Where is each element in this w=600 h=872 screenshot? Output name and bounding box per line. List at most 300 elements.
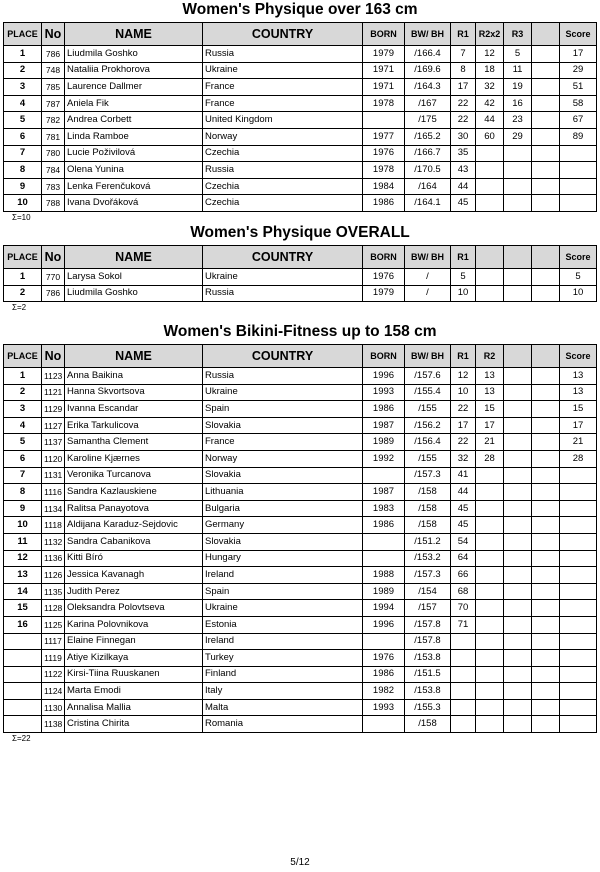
cell-r1: 32 bbox=[451, 450, 476, 467]
table-row bbox=[4, 128, 597, 145]
cell-extra bbox=[532, 467, 560, 484]
cell-country: Lithuania bbox=[203, 484, 363, 501]
cell-score: 13 bbox=[560, 384, 597, 401]
cell-born: 1994 bbox=[363, 600, 405, 617]
cell-score: 67 bbox=[560, 112, 597, 129]
cell-r1: 10 bbox=[451, 384, 476, 401]
table-row bbox=[4, 616, 597, 633]
cell-extra bbox=[532, 417, 560, 434]
table-row bbox=[4, 384, 597, 401]
cell-score bbox=[560, 517, 597, 534]
header-name: NAME bbox=[65, 345, 203, 368]
cell-score: 58 bbox=[560, 95, 597, 112]
cell-name: Laurence Dallmer bbox=[65, 79, 203, 96]
cell-place bbox=[4, 683, 42, 700]
cell-bw-bh: /164 bbox=[405, 178, 451, 195]
cell-extra bbox=[532, 62, 560, 79]
cell-r2: 15 bbox=[476, 401, 504, 418]
table-row bbox=[4, 699, 597, 716]
cell-r1: 45 bbox=[451, 517, 476, 534]
header-extra bbox=[532, 246, 560, 269]
cell-r3 bbox=[504, 384, 532, 401]
table-row bbox=[4, 145, 597, 162]
cell-bw-bh: /151.5 bbox=[405, 666, 451, 683]
cell-r3: 16 bbox=[504, 95, 532, 112]
cell-extra bbox=[532, 583, 560, 600]
cell-r1: 22 bbox=[451, 112, 476, 129]
cell-r2: 28 bbox=[476, 450, 504, 467]
cell-born: 1979 bbox=[363, 46, 405, 63]
cell-r2: 44 bbox=[476, 112, 504, 129]
header-score: Score bbox=[560, 23, 597, 46]
cell-born bbox=[363, 533, 405, 550]
header-r2 bbox=[476, 246, 504, 269]
cell-extra bbox=[532, 368, 560, 385]
cell-r1: 44 bbox=[451, 178, 476, 195]
cell-place: 2 bbox=[4, 62, 42, 79]
header-r1: R1 bbox=[451, 345, 476, 368]
cell-place: 1 bbox=[4, 269, 42, 286]
cell-place bbox=[4, 699, 42, 716]
cell-r2: 13 bbox=[476, 384, 504, 401]
table-header-row bbox=[4, 246, 597, 269]
cell-score: 5 bbox=[560, 269, 597, 286]
cell-score bbox=[560, 567, 597, 584]
cell-bw-bh: /153.8 bbox=[405, 683, 451, 700]
cell-r3 bbox=[504, 683, 532, 700]
cell-bw-bh: /153.2 bbox=[405, 550, 451, 567]
cell-bw-bh: /158 bbox=[405, 517, 451, 534]
table-row bbox=[4, 500, 597, 517]
cell-competitor-number: 1135 bbox=[42, 583, 65, 600]
cell-extra bbox=[532, 600, 560, 617]
cell-bw-bh: /151.2 bbox=[405, 533, 451, 550]
cell-country: Russia bbox=[203, 285, 363, 302]
cell-r3 bbox=[504, 417, 532, 434]
cell-born: 1978 bbox=[363, 95, 405, 112]
cell-competitor-number: 786 bbox=[42, 285, 65, 302]
cell-name: Cristina Chirita bbox=[65, 716, 203, 733]
header-born: BORN bbox=[363, 246, 405, 269]
cell-r1: 22 bbox=[451, 401, 476, 418]
cell-place: 6 bbox=[4, 128, 42, 145]
cell-born: 1983 bbox=[363, 500, 405, 517]
cell-country: Malta bbox=[203, 699, 363, 716]
cell-r1: 71 bbox=[451, 616, 476, 633]
header-competitor-number: No bbox=[42, 345, 65, 368]
cell-extra bbox=[532, 269, 560, 286]
cell-score bbox=[560, 467, 597, 484]
cell-extra bbox=[532, 484, 560, 501]
header-bw-bh: BW/ BH bbox=[405, 23, 451, 46]
cell-name: Samantha Clement bbox=[65, 434, 203, 451]
header-place: PLACE bbox=[4, 246, 42, 269]
cell-r2 bbox=[476, 285, 504, 302]
cell-name: Larysa Sokol bbox=[65, 269, 203, 286]
cell-extra bbox=[532, 650, 560, 667]
cell-country: France bbox=[203, 95, 363, 112]
cell-r3 bbox=[504, 583, 532, 600]
cell-r3 bbox=[504, 567, 532, 584]
cell-country: Czechia bbox=[203, 145, 363, 162]
cell-r1: 10 bbox=[451, 285, 476, 302]
header-r1: R1 bbox=[451, 23, 476, 46]
cell-name: Kitti Bíró bbox=[65, 550, 203, 567]
cell-bw-bh: /155 bbox=[405, 401, 451, 418]
cell-bw-bh: /167 bbox=[405, 95, 451, 112]
cell-country: Ukraine bbox=[203, 62, 363, 79]
cell-competitor-number: 1132 bbox=[42, 533, 65, 550]
cell-born: 1987 bbox=[363, 417, 405, 434]
cell-score: 28 bbox=[560, 450, 597, 467]
cell-name: Sandra Kazlauskiene bbox=[65, 484, 203, 501]
cell-name: Aniela Fik bbox=[65, 95, 203, 112]
cell-r3 bbox=[504, 401, 532, 418]
cell-r2 bbox=[476, 533, 504, 550]
cell-bw-bh: /164.3 bbox=[405, 79, 451, 96]
cell-score bbox=[560, 650, 597, 667]
cell-country: Turkey bbox=[203, 650, 363, 667]
cell-score bbox=[560, 616, 597, 633]
cell-extra bbox=[532, 285, 560, 302]
table-row bbox=[4, 112, 597, 129]
cell-competitor-number: 786 bbox=[42, 46, 65, 63]
table-row bbox=[4, 79, 597, 96]
table-row bbox=[4, 285, 597, 302]
cell-place: 8 bbox=[4, 162, 42, 179]
table-row bbox=[4, 434, 597, 451]
table-row bbox=[4, 450, 597, 467]
cell-r2 bbox=[476, 666, 504, 683]
table-row bbox=[4, 195, 597, 212]
cell-competitor-number: 788 bbox=[42, 195, 65, 212]
cell-born: 1982 bbox=[363, 683, 405, 700]
header-score: Score bbox=[560, 345, 597, 368]
cell-r2 bbox=[476, 716, 504, 733]
cell-place bbox=[4, 633, 42, 650]
cell-bw-bh: /158 bbox=[405, 500, 451, 517]
cell-place: 2 bbox=[4, 285, 42, 302]
table-row bbox=[4, 567, 597, 584]
cell-competitor-number: 1127 bbox=[42, 417, 65, 434]
cell-name: Lenka Ferenčuková bbox=[65, 178, 203, 195]
cell-competitor-number: 1119 bbox=[42, 650, 65, 667]
cell-score: 13 bbox=[560, 368, 597, 385]
cell-country: Norway bbox=[203, 128, 363, 145]
cell-bw-bh: /155.4 bbox=[405, 384, 451, 401]
results-table bbox=[3, 245, 597, 302]
cell-r3: 29 bbox=[504, 128, 532, 145]
cell-competitor-number: 1122 bbox=[42, 666, 65, 683]
cell-country: Ukraine bbox=[203, 269, 363, 286]
header-bw-bh: BW/ BH bbox=[405, 345, 451, 368]
cell-competitor-number: 785 bbox=[42, 79, 65, 96]
cell-r2 bbox=[476, 683, 504, 700]
cell-country: Hungary bbox=[203, 550, 363, 567]
header-competitor-number: No bbox=[42, 246, 65, 269]
cell-name: Judith Perez bbox=[65, 583, 203, 600]
cell-name: Ivana Dvořáková bbox=[65, 195, 203, 212]
cell-competitor-number: 1121 bbox=[42, 384, 65, 401]
cell-born bbox=[363, 112, 405, 129]
cell-country: Norway bbox=[203, 450, 363, 467]
cell-name: Erika Tarkulicova bbox=[65, 417, 203, 434]
cell-r3 bbox=[504, 195, 532, 212]
table-row bbox=[4, 46, 597, 63]
cell-country: Ireland bbox=[203, 633, 363, 650]
cell-born: 1996 bbox=[363, 616, 405, 633]
cell-name: Liudmila Goshko bbox=[65, 285, 203, 302]
cell-r1: 8 bbox=[451, 62, 476, 79]
cell-score: 15 bbox=[560, 401, 597, 418]
cell-competitor-number: 1116 bbox=[42, 484, 65, 501]
cell-born bbox=[363, 633, 405, 650]
cell-r1 bbox=[451, 699, 476, 716]
cell-score: 17 bbox=[560, 417, 597, 434]
cell-score bbox=[560, 162, 597, 179]
cell-r2: 42 bbox=[476, 95, 504, 112]
cell-bw-bh: /158 bbox=[405, 716, 451, 733]
cell-born: 1993 bbox=[363, 384, 405, 401]
cell-place: 10 bbox=[4, 195, 42, 212]
cell-bw-bh: /164.1 bbox=[405, 195, 451, 212]
table-header-row bbox=[4, 345, 597, 368]
cell-born: 1988 bbox=[363, 567, 405, 584]
cell-r2 bbox=[476, 145, 504, 162]
cell-r1: 5 bbox=[451, 269, 476, 286]
cell-place: 9 bbox=[4, 178, 42, 195]
cell-r3 bbox=[504, 600, 532, 617]
table-row bbox=[4, 401, 597, 418]
cell-country: Germany bbox=[203, 517, 363, 534]
cell-score: 10 bbox=[560, 285, 597, 302]
cell-r2 bbox=[476, 500, 504, 517]
cell-born: 1978 bbox=[363, 162, 405, 179]
table-row bbox=[4, 517, 597, 534]
cell-born: 1989 bbox=[363, 583, 405, 600]
cell-r1 bbox=[451, 716, 476, 733]
cell-score bbox=[560, 683, 597, 700]
cell-bw-bh: /175 bbox=[405, 112, 451, 129]
cell-country: Russia bbox=[203, 46, 363, 63]
cell-r1: 45 bbox=[451, 195, 476, 212]
cell-name: Lucie Poživilová bbox=[65, 145, 203, 162]
cell-r1: 68 bbox=[451, 583, 476, 600]
cell-competitor-number: 781 bbox=[42, 128, 65, 145]
cell-country: Slovakia bbox=[203, 467, 363, 484]
cell-name: Annalisa Mallia bbox=[65, 699, 203, 716]
cell-extra bbox=[532, 195, 560, 212]
cell-r2 bbox=[476, 269, 504, 286]
cell-extra bbox=[532, 699, 560, 716]
cell-country: Spain bbox=[203, 583, 363, 600]
cell-name: Andrea Corbett bbox=[65, 112, 203, 129]
cell-place: 8 bbox=[4, 484, 42, 501]
table-row bbox=[4, 550, 597, 567]
cell-r1: 41 bbox=[451, 467, 476, 484]
cell-r3 bbox=[504, 666, 532, 683]
section-title: Women's Bikini-Fitness up to 158 cm bbox=[163, 323, 437, 340]
cell-place: 9 bbox=[4, 500, 42, 517]
cell-bw-bh: /156.4 bbox=[405, 434, 451, 451]
cell-r3 bbox=[504, 484, 532, 501]
cell-extra bbox=[532, 401, 560, 418]
cell-r2 bbox=[476, 567, 504, 584]
cell-score bbox=[560, 633, 597, 650]
cell-r1 bbox=[451, 683, 476, 700]
cell-extra bbox=[532, 79, 560, 96]
cell-score bbox=[560, 716, 597, 733]
cell-r3 bbox=[504, 517, 532, 534]
cell-score bbox=[560, 484, 597, 501]
cell-extra bbox=[532, 666, 560, 683]
cell-r2: 13 bbox=[476, 368, 504, 385]
cell-competitor-number: 1124 bbox=[42, 683, 65, 700]
cell-r2 bbox=[476, 650, 504, 667]
cell-bw-bh: /165.2 bbox=[405, 128, 451, 145]
header-extra bbox=[532, 23, 560, 46]
cell-r2 bbox=[476, 178, 504, 195]
cell-r3 bbox=[504, 145, 532, 162]
cell-score: 51 bbox=[560, 79, 597, 96]
cell-r2 bbox=[476, 195, 504, 212]
cell-extra bbox=[532, 46, 560, 63]
cell-bw-bh: /158 bbox=[405, 484, 451, 501]
cell-r2 bbox=[476, 550, 504, 567]
entry-count: Σ=10 bbox=[12, 213, 31, 222]
table-row bbox=[4, 95, 597, 112]
cell-r2: 17 bbox=[476, 417, 504, 434]
cell-born bbox=[363, 716, 405, 733]
cell-extra bbox=[532, 434, 560, 451]
cell-r1: 35 bbox=[451, 145, 476, 162]
cell-born: 1971 bbox=[363, 79, 405, 96]
cell-score bbox=[560, 550, 597, 567]
cell-score bbox=[560, 699, 597, 716]
cell-place: 4 bbox=[4, 417, 42, 434]
cell-name: Ivanna Escandar bbox=[65, 401, 203, 418]
cell-country: France bbox=[203, 79, 363, 96]
cell-competitor-number: 1128 bbox=[42, 600, 65, 617]
cell-competitor-number: 784 bbox=[42, 162, 65, 179]
cell-place: 3 bbox=[4, 401, 42, 418]
cell-name: Marta Emodi bbox=[65, 683, 203, 700]
cell-country: Bulgaria bbox=[203, 500, 363, 517]
cell-competitor-number: 1134 bbox=[42, 500, 65, 517]
entry-count: Σ=2 bbox=[12, 303, 27, 312]
cell-score bbox=[560, 583, 597, 600]
cell-country: Slovakia bbox=[203, 417, 363, 434]
cell-country: Ukraine bbox=[203, 600, 363, 617]
cell-born: 1993 bbox=[363, 699, 405, 716]
cell-r3 bbox=[504, 616, 532, 633]
cell-extra bbox=[532, 178, 560, 195]
table-row bbox=[4, 484, 597, 501]
cell-bw-bh: /155 bbox=[405, 450, 451, 467]
cell-r3 bbox=[504, 500, 532, 517]
cell-r3 bbox=[504, 368, 532, 385]
cell-score bbox=[560, 533, 597, 550]
results-table bbox=[3, 22, 597, 212]
cell-born: 1979 bbox=[363, 285, 405, 302]
cell-born: 1992 bbox=[363, 450, 405, 467]
cell-competitor-number: 783 bbox=[42, 178, 65, 195]
cell-country: Romania bbox=[203, 716, 363, 733]
cell-r3 bbox=[504, 550, 532, 567]
header-born: BORN bbox=[363, 23, 405, 46]
cell-r2 bbox=[476, 583, 504, 600]
cell-r1 bbox=[451, 666, 476, 683]
cell-r2: 21 bbox=[476, 434, 504, 451]
cell-born: 1976 bbox=[363, 145, 405, 162]
cell-born bbox=[363, 550, 405, 567]
cell-place: 10 bbox=[4, 517, 42, 534]
header-extra bbox=[532, 345, 560, 368]
cell-born: 1977 bbox=[363, 128, 405, 145]
header-competitor-number: No bbox=[42, 23, 65, 46]
cell-place: 16 bbox=[4, 616, 42, 633]
header-place: PLACE bbox=[4, 345, 42, 368]
cell-place: 11 bbox=[4, 533, 42, 550]
cell-extra bbox=[532, 500, 560, 517]
cell-r2 bbox=[476, 484, 504, 501]
cell-extra bbox=[532, 517, 560, 534]
cell-competitor-number: 1125 bbox=[42, 616, 65, 633]
cell-place: 3 bbox=[4, 79, 42, 96]
cell-r2: 12 bbox=[476, 46, 504, 63]
cell-name: Oleksandra Polovtseva bbox=[65, 600, 203, 617]
cell-r1: 7 bbox=[451, 46, 476, 63]
cell-country: Finland bbox=[203, 666, 363, 683]
cell-place: 6 bbox=[4, 450, 42, 467]
section-title: Women's Physique OVERALL bbox=[190, 224, 410, 241]
cell-place: 7 bbox=[4, 467, 42, 484]
cell-competitor-number: 770 bbox=[42, 269, 65, 286]
cell-place bbox=[4, 666, 42, 683]
cell-r2 bbox=[476, 616, 504, 633]
cell-bw-bh: /155.3 bbox=[405, 699, 451, 716]
table-row bbox=[4, 600, 597, 617]
cell-r1: 17 bbox=[451, 417, 476, 434]
cell-r2: 32 bbox=[476, 79, 504, 96]
cell-r3 bbox=[504, 650, 532, 667]
table-row bbox=[4, 716, 597, 733]
cell-competitor-number: 1137 bbox=[42, 434, 65, 451]
cell-name: Olena Yunina bbox=[65, 162, 203, 179]
cell-r3: 23 bbox=[504, 112, 532, 129]
cell-place: 1 bbox=[4, 368, 42, 385]
cell-extra bbox=[532, 567, 560, 584]
cell-bw-bh: /153.8 bbox=[405, 650, 451, 667]
cell-name: Nataliia Prokhorova bbox=[65, 62, 203, 79]
cell-extra bbox=[532, 128, 560, 145]
cell-country: Czechia bbox=[203, 195, 363, 212]
cell-r3 bbox=[504, 434, 532, 451]
header-country: COUNTRY bbox=[203, 23, 363, 46]
cell-r3 bbox=[504, 633, 532, 650]
cell-r1: 43 bbox=[451, 162, 476, 179]
cell-r1: 45 bbox=[451, 500, 476, 517]
cell-born: 1986 bbox=[363, 517, 405, 534]
cell-competitor-number: 1126 bbox=[42, 567, 65, 584]
header-bw-bh: BW/ BH bbox=[405, 246, 451, 269]
cell-born: 1987 bbox=[363, 484, 405, 501]
cell-competitor-number: 787 bbox=[42, 95, 65, 112]
table-row bbox=[4, 666, 597, 683]
cell-bw-bh: /166.7 bbox=[405, 145, 451, 162]
cell-place: 13 bbox=[4, 567, 42, 584]
cell-name: Liudmila Goshko bbox=[65, 46, 203, 63]
